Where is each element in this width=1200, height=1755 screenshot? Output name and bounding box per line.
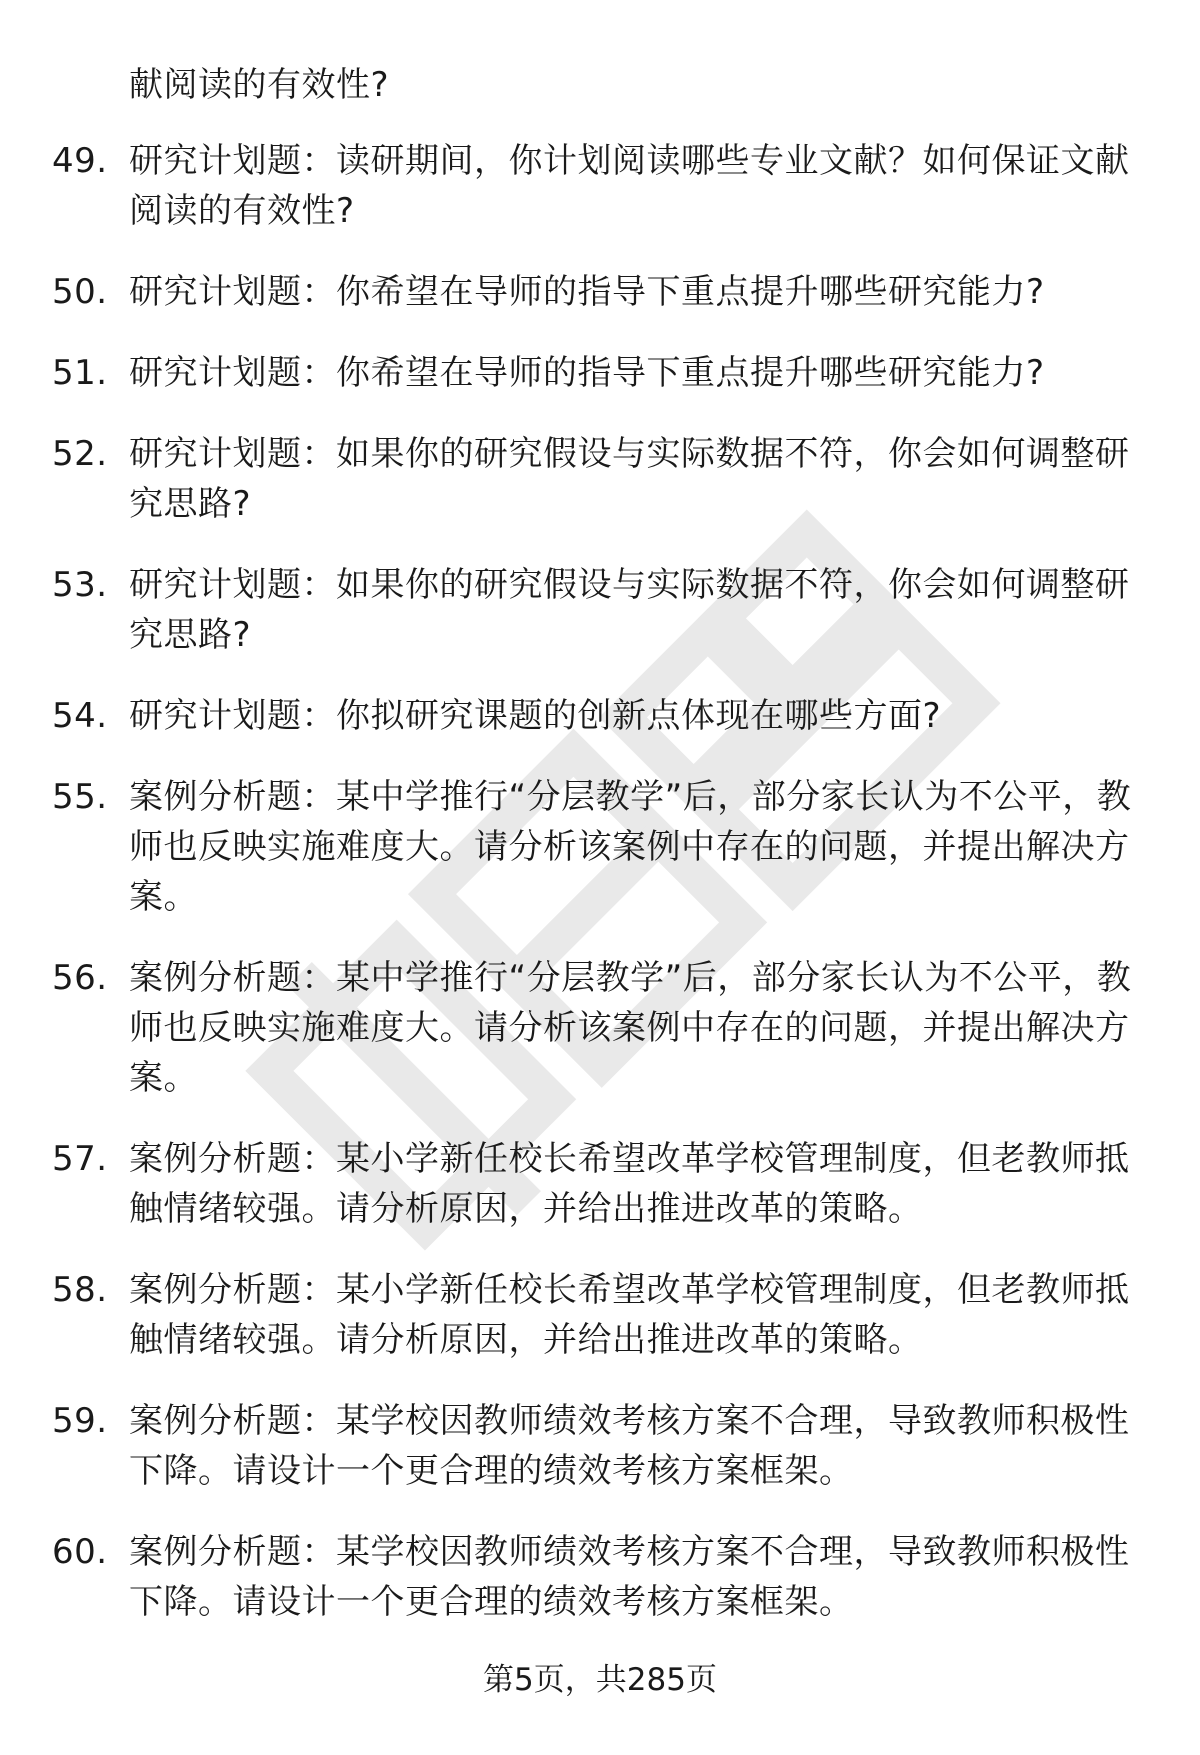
question-item bbox=[0, 136, 1200, 236]
question-number: 51. bbox=[52, 353, 108, 393]
question-text: 研究计划题：读研期间，你计划阅读哪些专业文献？如何保证文献阅读的有效性? bbox=[129, 141, 1130, 231]
question-number: 49. bbox=[52, 141, 108, 181]
question-number: 52. bbox=[52, 434, 108, 474]
question-list-content bbox=[0, 60, 1200, 1658]
question-number: 60. bbox=[52, 1532, 108, 1572]
question-list bbox=[0, 136, 1200, 1627]
question-number: 54. bbox=[52, 696, 108, 736]
question-text: 研究计划题：如果你的研究假设与实际数据不符，你会如何调整研究思路? bbox=[129, 434, 1130, 524]
question-item bbox=[0, 1134, 1200, 1234]
question-number: 53. bbox=[52, 565, 108, 605]
page-number-footer: 第5页，共285页 bbox=[483, 1662, 717, 1698]
question-item bbox=[0, 267, 1200, 317]
question-text: 案例分析题：某学校因教师绩效考核方案不合理，导致教师积极性下降。请设计一个更合理的绩效考核方案框架。 bbox=[129, 1401, 1130, 1491]
question-item bbox=[0, 1396, 1200, 1496]
question-text: 案例分析题：某中学推行“分层教学”后，部分家长认为不公平，教师也反映实施难度大。请分析该案例中存在的问题，并提出解决方案。 bbox=[129, 777, 1132, 917]
question-item bbox=[0, 772, 1200, 922]
question-number: 55. bbox=[52, 777, 108, 817]
question-item bbox=[0, 691, 1200, 741]
question-text: 研究计划题：你希望在导师的指导下重点提升哪些研究能力? bbox=[129, 353, 1045, 393]
question-text: 研究计划题：如果你的研究假设与实际数据不符，你会如何调整研究思路? bbox=[129, 565, 1130, 655]
question-text: 研究计划题：你拟研究课题的创新点体现在哪些方面? bbox=[129, 696, 942, 736]
question-item bbox=[0, 1527, 1200, 1627]
question-text: 案例分析题：某中学推行“分层教学”后，部分家长认为不公平，教师也反映实施难度大。请分析该案例中存在的问题，并提出解决方案。 bbox=[129, 958, 1132, 1098]
question-number: 50. bbox=[52, 272, 108, 312]
question-item bbox=[0, 1265, 1200, 1365]
question-item bbox=[0, 560, 1200, 660]
question-item bbox=[0, 953, 1200, 1103]
question-number: 58. bbox=[52, 1270, 108, 1310]
question-text: 案例分析题：某小学新任校长希望改革学校管理制度，但老教师抵触情绪较强。请分析原因，并给出推进改革的策略。 bbox=[129, 1270, 1130, 1360]
question-text: 研究计划题：你希望在导师的指导下重点提升哪些研究能力? bbox=[129, 272, 1045, 312]
question-number: 57. bbox=[52, 1139, 108, 1179]
continuation-text: 献阅读的有效性? bbox=[129, 65, 390, 105]
question-number: 56. bbox=[52, 958, 108, 998]
question-text: 案例分析题：某学校因教师绩效考核方案不合理，导致教师积极性下降。请设计一个更合理的绩效考核方案框架。 bbox=[129, 1532, 1130, 1622]
question-number: 59. bbox=[52, 1401, 108, 1441]
question-text: 案例分析题：某小学新任校长希望改革学校管理制度，但老教师抵触情绪较强。请分析原因，并给出推进改革的策略。 bbox=[129, 1139, 1130, 1229]
question-item bbox=[0, 348, 1200, 398]
question-item bbox=[0, 429, 1200, 529]
